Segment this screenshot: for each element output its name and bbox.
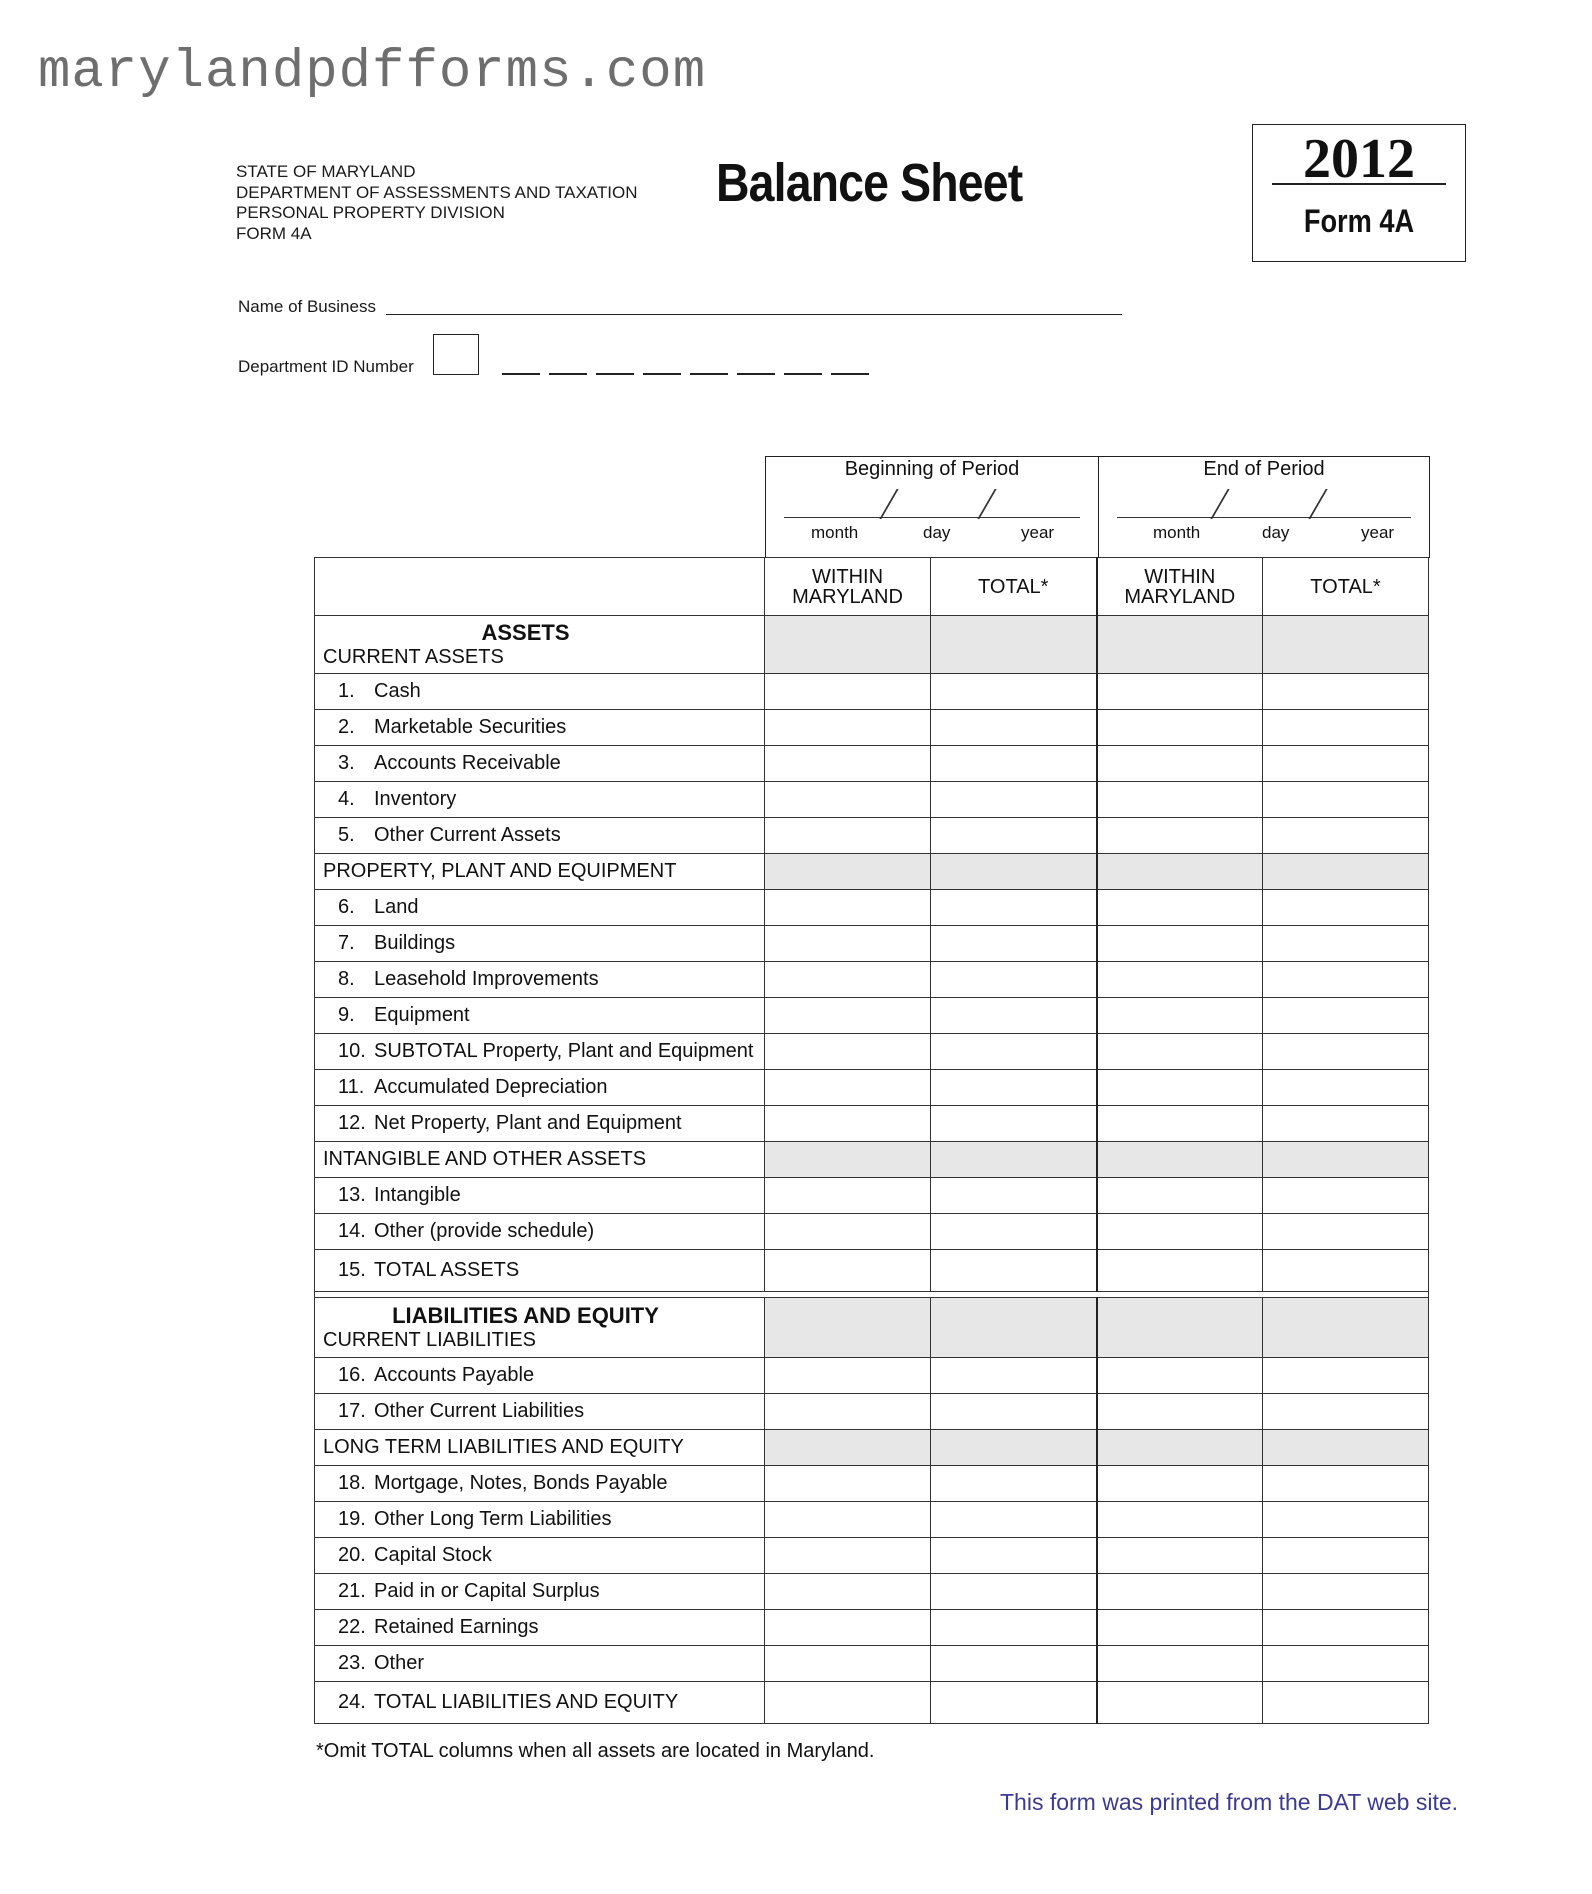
col-within-line1: WITHIN: [811, 565, 884, 588]
line-item-label: [315, 1034, 765, 1070]
begin-total-cell[interactable]: [931, 926, 1097, 962]
end-within-md-cell[interactable]: [1097, 1358, 1263, 1394]
column-header-row: [315, 558, 1429, 616]
begin-within-md-cell[interactable]: [765, 746, 931, 782]
begin-within-md-cell[interactable]: [765, 1070, 931, 1106]
end-total-cell[interactable]: [1263, 818, 1429, 854]
line-number: 4.: [338, 788, 355, 810]
begin-total-cell[interactable]: [931, 1610, 1097, 1646]
col-begin-total: TOTAL*: [931, 558, 1097, 616]
end-total-cell[interactable]: [1263, 1646, 1429, 1682]
beginning-period-title: Beginning of Period: [844, 458, 1020, 480]
line-item-row: [315, 1538, 1429, 1574]
end-total-cell[interactable]: [1263, 710, 1429, 746]
line-label: Leasehold Improvements: [374, 968, 599, 990]
begin-total-cell[interactable]: [931, 1358, 1097, 1394]
begin-total-cell[interactable]: [931, 1106, 1097, 1142]
line-item-row: [315, 710, 1429, 746]
line-item-row: [315, 998, 1429, 1034]
line-item-row: [315, 962, 1429, 998]
dept-id-digit[interactable]: [690, 373, 728, 375]
line-label: Other Current Assets: [374, 824, 561, 846]
col-within-line2: MARYLAND: [1124, 585, 1236, 608]
beginning-month-label: month: [811, 523, 859, 542]
dept-id-digit[interactable]: [737, 373, 775, 375]
end-within-md-cell[interactable]: [1097, 1646, 1263, 1682]
form-year: 2012: [1303, 128, 1415, 190]
line-label: Marketable Securities: [374, 716, 567, 738]
line-item-label: [315, 1610, 765, 1646]
dept-id-prefix-box[interactable]: [433, 334, 479, 375]
end-total-cell[interactable]: [1263, 1538, 1429, 1574]
end-total-cell[interactable]: [1263, 1574, 1429, 1610]
end-month-label: month: [1153, 523, 1201, 542]
line-item-label: [315, 890, 765, 926]
line-item-label: [315, 1178, 765, 1214]
date-separator: [977, 489, 996, 519]
begin-total-cell[interactable]: [931, 890, 1097, 926]
line-label: Other: [374, 1652, 425, 1674]
end-within-md-cell[interactable]: [1097, 1682, 1263, 1724]
beginning-day-label: day: [923, 523, 951, 542]
line-item-row: [315, 782, 1429, 818]
line-item-label: [315, 1214, 765, 1250]
begin-total-cell[interactable]: [931, 962, 1097, 998]
begin-within-md-cell[interactable]: [765, 1250, 931, 1292]
end-total-cell[interactable]: [1263, 1358, 1429, 1394]
line-label: Accounts Payable: [374, 1364, 535, 1386]
line-number: 9.: [338, 1004, 355, 1026]
begin-total-cell[interactable]: [931, 1250, 1097, 1292]
subsection-title: CURRENT ASSETS: [323, 646, 504, 668]
begin-total-cell[interactable]: [931, 1214, 1097, 1250]
line-number: 3.: [338, 752, 355, 774]
beginning-date-field[interactable]: [784, 517, 1080, 518]
end-within-md-cell[interactable]: [1097, 926, 1263, 962]
line-item-label: [315, 1106, 765, 1142]
begin-within-md-cell[interactable]: [765, 1574, 931, 1610]
begin-within-md-cell[interactable]: [765, 1610, 931, 1646]
begin-total-cell[interactable]: [931, 782, 1097, 818]
col-end-within-md: [1097, 558, 1263, 616]
line-label: Capital Stock: [374, 1544, 492, 1566]
end-within-md-cell[interactable]: [1097, 1394, 1263, 1430]
line-item-row: [315, 1466, 1429, 1502]
begin-within-md-cell[interactable]: [765, 1178, 931, 1214]
dept-id-digit[interactable]: [549, 373, 587, 375]
line-item-row: [315, 1358, 1429, 1394]
section-title: LIABILITIES AND EQUITY: [392, 1303, 659, 1328]
agency-form: FORM 4A: [236, 223, 312, 243]
end-total-cell[interactable]: [1263, 926, 1429, 962]
begin-total-cell[interactable]: [931, 1394, 1097, 1430]
agency-state: STATE OF MARYLAND: [236, 162, 416, 181]
dept-id-label: Department ID Number: [238, 357, 414, 376]
line-number: 2.: [338, 716, 355, 738]
line-label: Cash: [374, 680, 421, 702]
line-item-label: [315, 998, 765, 1034]
line-item-label: [315, 1502, 765, 1538]
end-period-title: End of Period: [1203, 458, 1325, 480]
agency-block: [236, 162, 637, 244]
begin-total-cell[interactable]: [931, 1538, 1097, 1574]
line-item-row: [315, 1574, 1429, 1610]
line-item-label: [315, 1682, 765, 1724]
line-label: Net Property, Plant and Equipment: [374, 1112, 682, 1134]
end-within-md-cell[interactable]: [1097, 1502, 1263, 1538]
end-year-label: year: [1361, 523, 1395, 542]
col-end-total: TOTAL*: [1263, 558, 1429, 616]
end-total-cell[interactable]: [1263, 1682, 1429, 1724]
end-within-md-cell[interactable]: [1097, 1610, 1263, 1646]
date-separator: [1308, 489, 1327, 519]
date-separator: [1210, 489, 1229, 519]
end-total-cell: [1263, 854, 1429, 890]
begin-within-md-cell[interactable]: [765, 782, 931, 818]
end-within-md-cell[interactable]: [1097, 674, 1263, 710]
line-number: 21.: [338, 1580, 366, 1602]
line-item-row: [315, 1502, 1429, 1538]
agency-department: DEPARTMENT OF ASSESSMENTS AND TAXATION: [236, 182, 638, 202]
end-total-cell[interactable]: [1263, 998, 1429, 1034]
end-within-md-cell[interactable]: [1097, 782, 1263, 818]
line-item-row: [315, 1394, 1429, 1430]
line-item-label: [315, 1358, 765, 1394]
begin-total-cell: [931, 1142, 1097, 1178]
subsection-row: [315, 854, 1429, 890]
end-within-md-cell[interactable]: [1097, 1034, 1263, 1070]
line-item-row: [315, 674, 1429, 710]
end-total-cell[interactable]: [1263, 962, 1429, 998]
line-item-row: [315, 890, 1429, 926]
begin-within-md-cell[interactable]: [765, 1106, 931, 1142]
business-name-field[interactable]: [386, 314, 1122, 315]
end-total-cell[interactable]: [1263, 1070, 1429, 1106]
begin-total-cell[interactable]: [931, 1574, 1097, 1610]
begin-total-cell[interactable]: [931, 1646, 1097, 1682]
end-total-cell[interactable]: [1263, 782, 1429, 818]
end-within-md-cell[interactable]: [1097, 710, 1263, 746]
end-total-cell[interactable]: [1263, 1214, 1429, 1250]
end-total-cell[interactable]: [1263, 1034, 1429, 1070]
line-item-row: [315, 1178, 1429, 1214]
line-label: TOTAL LIABILITIES AND EQUITY: [374, 1691, 679, 1713]
begin-within-md-cell[interactable]: [765, 1466, 931, 1502]
line-number: 8.: [338, 968, 355, 990]
dept-id-digit[interactable]: [502, 373, 540, 375]
col-within-line2: MARYLAND: [792, 585, 903, 608]
line-number: 6.: [338, 896, 355, 918]
begin-total-cell[interactable]: [931, 1034, 1097, 1070]
line-label: Buildings: [374, 932, 456, 954]
section-header: [315, 1298, 765, 1358]
begin-total-cell[interactable]: [931, 1178, 1097, 1214]
line-number: 24.: [338, 1691, 366, 1713]
end-within-md-cell[interactable]: [1097, 1106, 1263, 1142]
line-number: 11.: [338, 1076, 365, 1098]
end-within-md-cell: [1097, 616, 1263, 674]
line-number: 19.: [338, 1508, 366, 1530]
begin-total-cell: [931, 1430, 1097, 1466]
line-number: 22.: [338, 1616, 366, 1638]
end-day-label: day: [1262, 523, 1290, 542]
line-item-label: [315, 1394, 765, 1430]
end-within-md-cell[interactable]: [1097, 998, 1263, 1034]
business-name-label: Name of Business: [238, 297, 376, 316]
end-total-cell[interactable]: [1263, 1106, 1429, 1142]
dept-id-digit[interactable]: [784, 373, 822, 375]
beginning-period-header: [765, 456, 1099, 558]
footnote: *Omit TOTAL columns when all assets are located in Maryland.: [316, 1740, 875, 1762]
line-item-row: [315, 1034, 1429, 1070]
subsection-title: PROPERTY, PLANT AND EQUIPMENT: [315, 854, 765, 890]
begin-within-md-cell[interactable]: [765, 710, 931, 746]
line-item-label: [315, 674, 765, 710]
begin-total-cell[interactable]: [931, 998, 1097, 1034]
end-total-cell: [1263, 1142, 1429, 1178]
line-item-label: [315, 926, 765, 962]
begin-total-cell: [931, 854, 1097, 890]
line-label: Paid in or Capital Surplus: [374, 1580, 600, 1602]
site-watermark: marylandpdfforms.com: [38, 42, 707, 103]
line-number: 10.: [338, 1040, 366, 1062]
begin-within-md-cell[interactable]: [765, 890, 931, 926]
line-label: Mortgage, Notes, Bonds Payable: [374, 1472, 668, 1494]
subsection-row: [315, 1142, 1429, 1178]
form-number: Form 4A: [1303, 203, 1415, 239]
line-item-row: [315, 1610, 1429, 1646]
begin-within-md-cell[interactable]: [765, 1502, 931, 1538]
line-number: 1.: [338, 680, 355, 702]
end-within-md-cell[interactable]: [1097, 1250, 1263, 1292]
begin-total-cell[interactable]: [931, 1466, 1097, 1502]
subsection-title: LONG TERM LIABILITIES AND EQUITY: [315, 1430, 765, 1466]
header-blank: [315, 558, 765, 616]
line-item-row: [315, 818, 1429, 854]
line-label: Other (provide schedule): [374, 1220, 595, 1242]
end-within-md-cell[interactable]: [1097, 1070, 1263, 1106]
dept-id-digit[interactable]: [596, 373, 634, 375]
line-label: Inventory: [374, 788, 457, 810]
line-item-label: [315, 1466, 765, 1502]
line-item-row: [315, 1682, 1429, 1724]
dept-id-digit[interactable]: [831, 373, 869, 375]
begin-within-md-cell: [765, 1298, 931, 1358]
agency-division: PERSONAL PROPERTY DIVISION: [236, 203, 505, 222]
begin-within-md-cell[interactable]: [765, 1682, 931, 1724]
section-header-row: [315, 1298, 1429, 1358]
begin-within-md-cell: [765, 1142, 931, 1178]
line-item-label: [315, 1250, 765, 1292]
line-label: SUBTOTAL Property, Plant and Equipment: [374, 1040, 754, 1062]
subsection-row: [315, 1430, 1429, 1466]
line-label: Other Long Term Liabilities: [374, 1508, 612, 1530]
begin-total-cell[interactable]: [931, 818, 1097, 854]
line-item-row: [315, 1646, 1429, 1682]
end-within-md-cell: [1097, 1142, 1263, 1178]
begin-within-md-cell[interactable]: [765, 962, 931, 998]
begin-within-md-cell[interactable]: [765, 1034, 931, 1070]
end-total-cell[interactable]: [1263, 1178, 1429, 1214]
line-label: Accumulated Depreciation: [374, 1076, 608, 1098]
begin-total-cell[interactable]: [931, 710, 1097, 746]
end-total-cell[interactable]: [1263, 746, 1429, 782]
balance-sheet-table: [314, 557, 1429, 1724]
end-total-cell[interactable]: [1263, 674, 1429, 710]
line-item-label: [315, 746, 765, 782]
line-item-row: [315, 1106, 1429, 1142]
begin-within-md-cell: [765, 854, 931, 890]
section-title: ASSETS: [481, 620, 570, 645]
line-number: 16.: [338, 1364, 366, 1386]
line-number: 14.: [338, 1220, 366, 1242]
begin-within-md-cell[interactable]: [765, 1394, 931, 1430]
end-within-md-cell: [1097, 1430, 1263, 1466]
col-begin-within-md: [765, 558, 931, 616]
end-total-cell[interactable]: [1263, 890, 1429, 926]
line-item-label: [315, 1070, 765, 1106]
begin-total-cell[interactable]: [931, 746, 1097, 782]
end-total-cell: [1263, 1298, 1429, 1358]
begin-within-md-cell[interactable]: [765, 1646, 931, 1682]
end-total-cell[interactable]: [1263, 1394, 1429, 1430]
begin-within-md-cell[interactable]: [765, 1538, 931, 1574]
end-date-field[interactable]: [1117, 517, 1411, 518]
line-item-label: [315, 782, 765, 818]
begin-total-cell[interactable]: [931, 1502, 1097, 1538]
end-within-md-cell: [1097, 1298, 1263, 1358]
begin-within-md-cell[interactable]: [765, 998, 931, 1034]
dept-id-digit[interactable]: [643, 373, 681, 375]
date-separator: [879, 489, 898, 519]
end-within-md-cell[interactable]: [1097, 818, 1263, 854]
line-label: TOTAL ASSETS: [374, 1259, 520, 1281]
line-item-row: [315, 1214, 1429, 1250]
line-number: 7.: [338, 932, 355, 954]
end-total-cell[interactable]: [1263, 1250, 1429, 1292]
line-item-label: [315, 818, 765, 854]
begin-total-cell[interactable]: [931, 1682, 1097, 1724]
end-total-cell[interactable]: [1263, 1610, 1429, 1646]
line-label: Accounts Receivable: [374, 752, 561, 774]
line-item-label: [315, 1574, 765, 1610]
line-number: 17.: [338, 1400, 366, 1422]
printed-from-note: This form was printed from the DAT web site.: [1000, 1789, 1459, 1815]
end-within-md-cell[interactable]: [1097, 962, 1263, 998]
line-number: 15.: [338, 1259, 366, 1281]
line-item-row: [315, 1250, 1429, 1292]
begin-total-cell[interactable]: [931, 1070, 1097, 1106]
end-total-cell[interactable]: [1263, 1502, 1429, 1538]
end-within-md-cell: [1097, 854, 1263, 890]
line-item-row: [315, 746, 1429, 782]
line-label: Equipment: [374, 1004, 470, 1026]
end-total-cell: [1263, 616, 1429, 674]
begin-within-md-cell[interactable]: [765, 818, 931, 854]
line-item-row: [315, 926, 1429, 962]
line-item-row: [315, 1070, 1429, 1106]
end-within-md-cell[interactable]: [1097, 890, 1263, 926]
end-within-md-cell[interactable]: [1097, 1538, 1263, 1574]
begin-within-md-cell[interactable]: [765, 674, 931, 710]
begin-total-cell: [931, 1298, 1097, 1358]
end-within-md-cell[interactable]: [1097, 1178, 1263, 1214]
end-total-cell[interactable]: [1263, 1466, 1429, 1502]
line-label: Intangible: [374, 1184, 461, 1206]
line-number: 23.: [338, 1652, 366, 1674]
page-title: Balance Sheet: [716, 153, 1023, 213]
begin-within-md-cell[interactable]: [765, 1214, 931, 1250]
section-header: [315, 616, 765, 674]
end-period-header: [1098, 456, 1430, 558]
begin-within-md-cell: [765, 1430, 931, 1466]
line-item-label: [315, 962, 765, 998]
year-box: [1252, 124, 1466, 262]
end-within-md-cell[interactable]: [1097, 746, 1263, 782]
line-number: 20.: [338, 1544, 366, 1566]
line-number: 13.: [338, 1184, 366, 1206]
line-item-label: [315, 1646, 765, 1682]
end-within-md-cell[interactable]: [1097, 1466, 1263, 1502]
begin-total-cell[interactable]: [931, 674, 1097, 710]
subsection-title: CURRENT LIABILITIES: [323, 1329, 537, 1351]
line-item-label: [315, 1538, 765, 1574]
line-number: 18.: [338, 1472, 366, 1494]
col-within-line1: WITHIN: [1144, 565, 1216, 588]
end-within-md-cell[interactable]: [1097, 1574, 1263, 1610]
begin-total-cell: [931, 616, 1097, 674]
begin-within-md-cell[interactable]: [765, 926, 931, 962]
beginning-year-label: year: [1021, 523, 1055, 542]
subsection-title: INTANGIBLE AND OTHER ASSETS: [315, 1142, 765, 1178]
begin-within-md-cell: [765, 616, 931, 674]
line-label: Other Current Liabilities: [374, 1400, 585, 1422]
end-total-cell: [1263, 1430, 1429, 1466]
line-number: 12.: [338, 1112, 366, 1134]
line-label: Land: [374, 896, 419, 918]
year-divider: [1272, 183, 1446, 185]
section-header-row: [315, 616, 1429, 674]
line-number: 5.: [338, 824, 355, 846]
line-label: Retained Earnings: [374, 1616, 539, 1638]
end-within-md-cell[interactable]: [1097, 1214, 1263, 1250]
line-item-label: [315, 710, 765, 746]
begin-within-md-cell[interactable]: [765, 1358, 931, 1394]
